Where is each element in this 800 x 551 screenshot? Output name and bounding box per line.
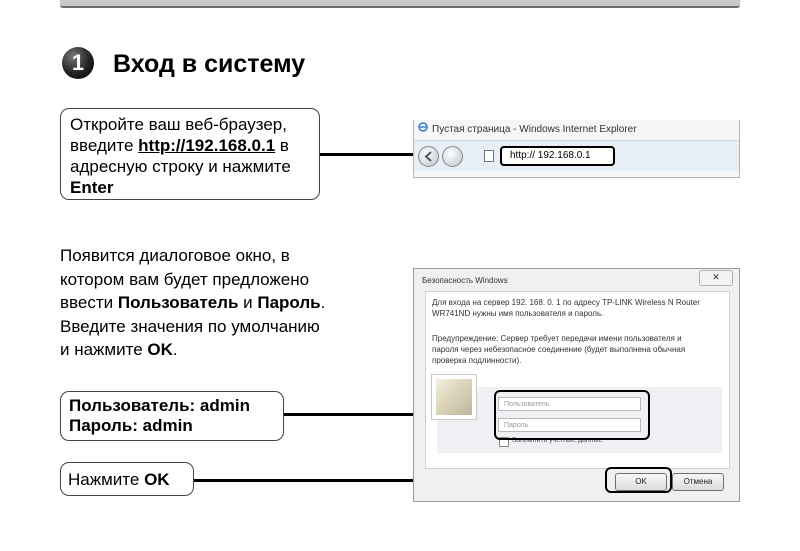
instruction-paragraph: Появится диалоговое окно, в котором вам будет предложено ввести Пользователь и Пароль. Введите значения по умолчанию и нажмите OK.: [60, 246, 326, 359]
ok-button[interactable]: OK: [615, 473, 667, 491]
enter-key-label: Enter: [70, 178, 114, 197]
password-input[interactable]: Пароль: [498, 418, 641, 432]
default-password: Пароль: admin: [69, 416, 193, 435]
dialog-intro: Для входа на сервер 192. 168. 0. 1 по адресу TP-LINK Wireless N Router: [432, 298, 700, 307]
username-input[interactable]: Пользователь: [498, 397, 641, 411]
back-arrow-icon: [419, 147, 438, 166]
dialog-warning: Предупреждение: Сервер требует передачи имени пользователя и: [432, 334, 682, 343]
callout-line: введите http://192.168.0.1 в: [70, 136, 289, 155]
callout-credentials: [60, 391, 284, 441]
callout-line: адресную строку и нажмите: [70, 157, 291, 176]
forward-button[interactable]: [442, 146, 463, 167]
dialog-title: Безопасность Windows: [422, 276, 508, 285]
step-title: Вход в систему: [113, 50, 306, 78]
browser-title: Пустая страница - Windows Internet Explorer: [432, 124, 637, 135]
ok-highlight: [605, 467, 672, 493]
cancel-button[interactable]: Отмена: [672, 473, 724, 491]
credentials-highlight: [494, 390, 650, 440]
callout-press-ok: Нажмите OK: [60, 462, 194, 496]
avatar-image: [436, 379, 472, 415]
dialog-body: Для входа на сервер 192. 168. 0. 1 по адресу TP-LINK Wireless N Router WR741ND нужны имя пользователя и пароль. Предупреждение: Сервер требует передачи имени пользователя и пароля через небезопасное соединение (будет выполнена обычная проверка подлинности).: [425, 291, 730, 469]
callout-line: Откройте ваш веб-браузер,: [70, 115, 287, 134]
router-url: http://192.168.0.1: [138, 136, 276, 155]
default-username: Пользователь: admin: [69, 396, 250, 415]
top-divider: [60, 0, 740, 8]
remember-label: Запомнить учетные данные: [512, 437, 603, 444]
back-button[interactable]: [418, 146, 439, 167]
windows-security-dialog: [413, 268, 740, 502]
ie-logo-icon: [418, 122, 428, 132]
step-number-badge: 1: [62, 47, 94, 79]
callout-open-browser: [60, 108, 320, 200]
page-icon: [484, 150, 494, 162]
address-bar[interactable]: http:// 192.168.0.1: [500, 146, 615, 166]
user-avatar: [431, 374, 477, 420]
close-button[interactable]: ✕: [699, 270, 733, 286]
